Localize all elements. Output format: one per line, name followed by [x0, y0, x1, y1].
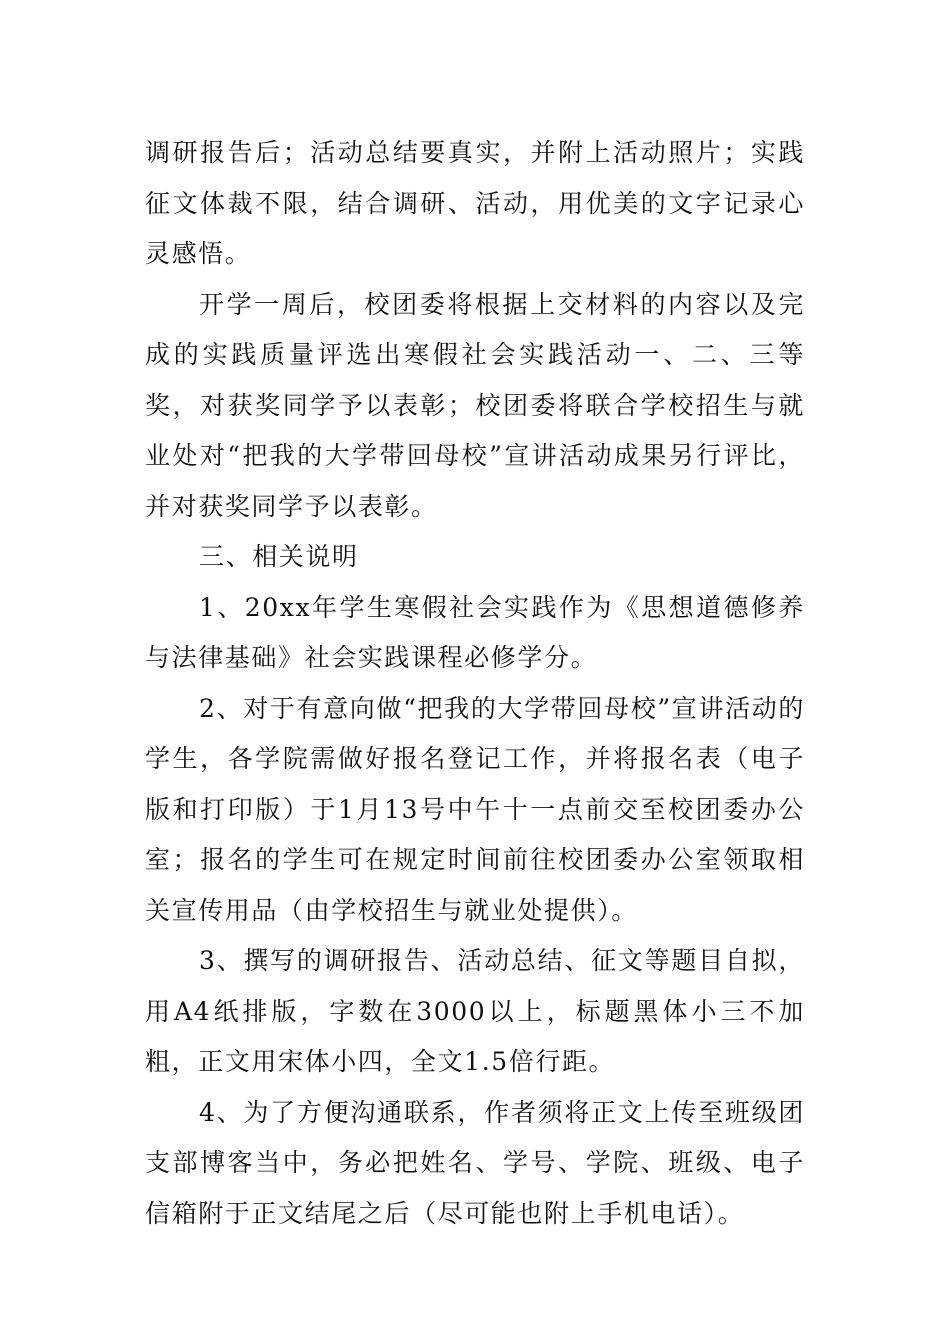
document-body	[145, 128, 805, 1239]
paragraph-note-4: 4、为了方便沟通联系，作者须将正文上传至班级团支部博客当中，务必把姓名、学号、学院、班级、电子信箱附于正文结尾之后（尽可能也附上手机电话）。	[145, 1097, 805, 1228]
paragraph-note-1: 1、20xx年学生寒假社会实践作为《思想道德修养与法律基础》社会实践课程必修学分。	[145, 592, 805, 672]
paragraph-evaluation: 开学一周后，校团委将根据上交材料的内容以及完成的实践质量评选出寒假社会实践活动一、二、三等奖，对获奖同学予以表彰；校团委将联合学校招生与就业处对“把我的大学带回母校”宣讲活动成果另行评比，并对获奖同学予以表彰。	[145, 289, 805, 521]
paragraph-note-2: 2、对于有意向做“把我的大学带回母校”宣讲活动的学生，各学院需做好报名登记工作，并将报名表（电子版和打印版）于1月13号中午十一点前交至校团委办公室；报名的学生可在规定时间前往校团委办公室领取相关宣传用品（由学校招生与就业处提供）。	[145, 693, 805, 925]
section-heading-related-notes: 三、相关说明	[199, 542, 359, 571]
paragraph-note-3: 3、撰写的调研报告、活动总结、征文等题目自拟，用A4纸排版，字数在3000以上，标题黑体小三不加粗，正文用宋体小四，全文1.5倍行距。	[145, 946, 805, 1076]
paragraph-continuation: 调研报告后；活动总结要真实，并附上活动照片；实践征文体裁不限，结合调研、活动，用优美的文字记录心灵感悟。	[145, 138, 805, 268]
